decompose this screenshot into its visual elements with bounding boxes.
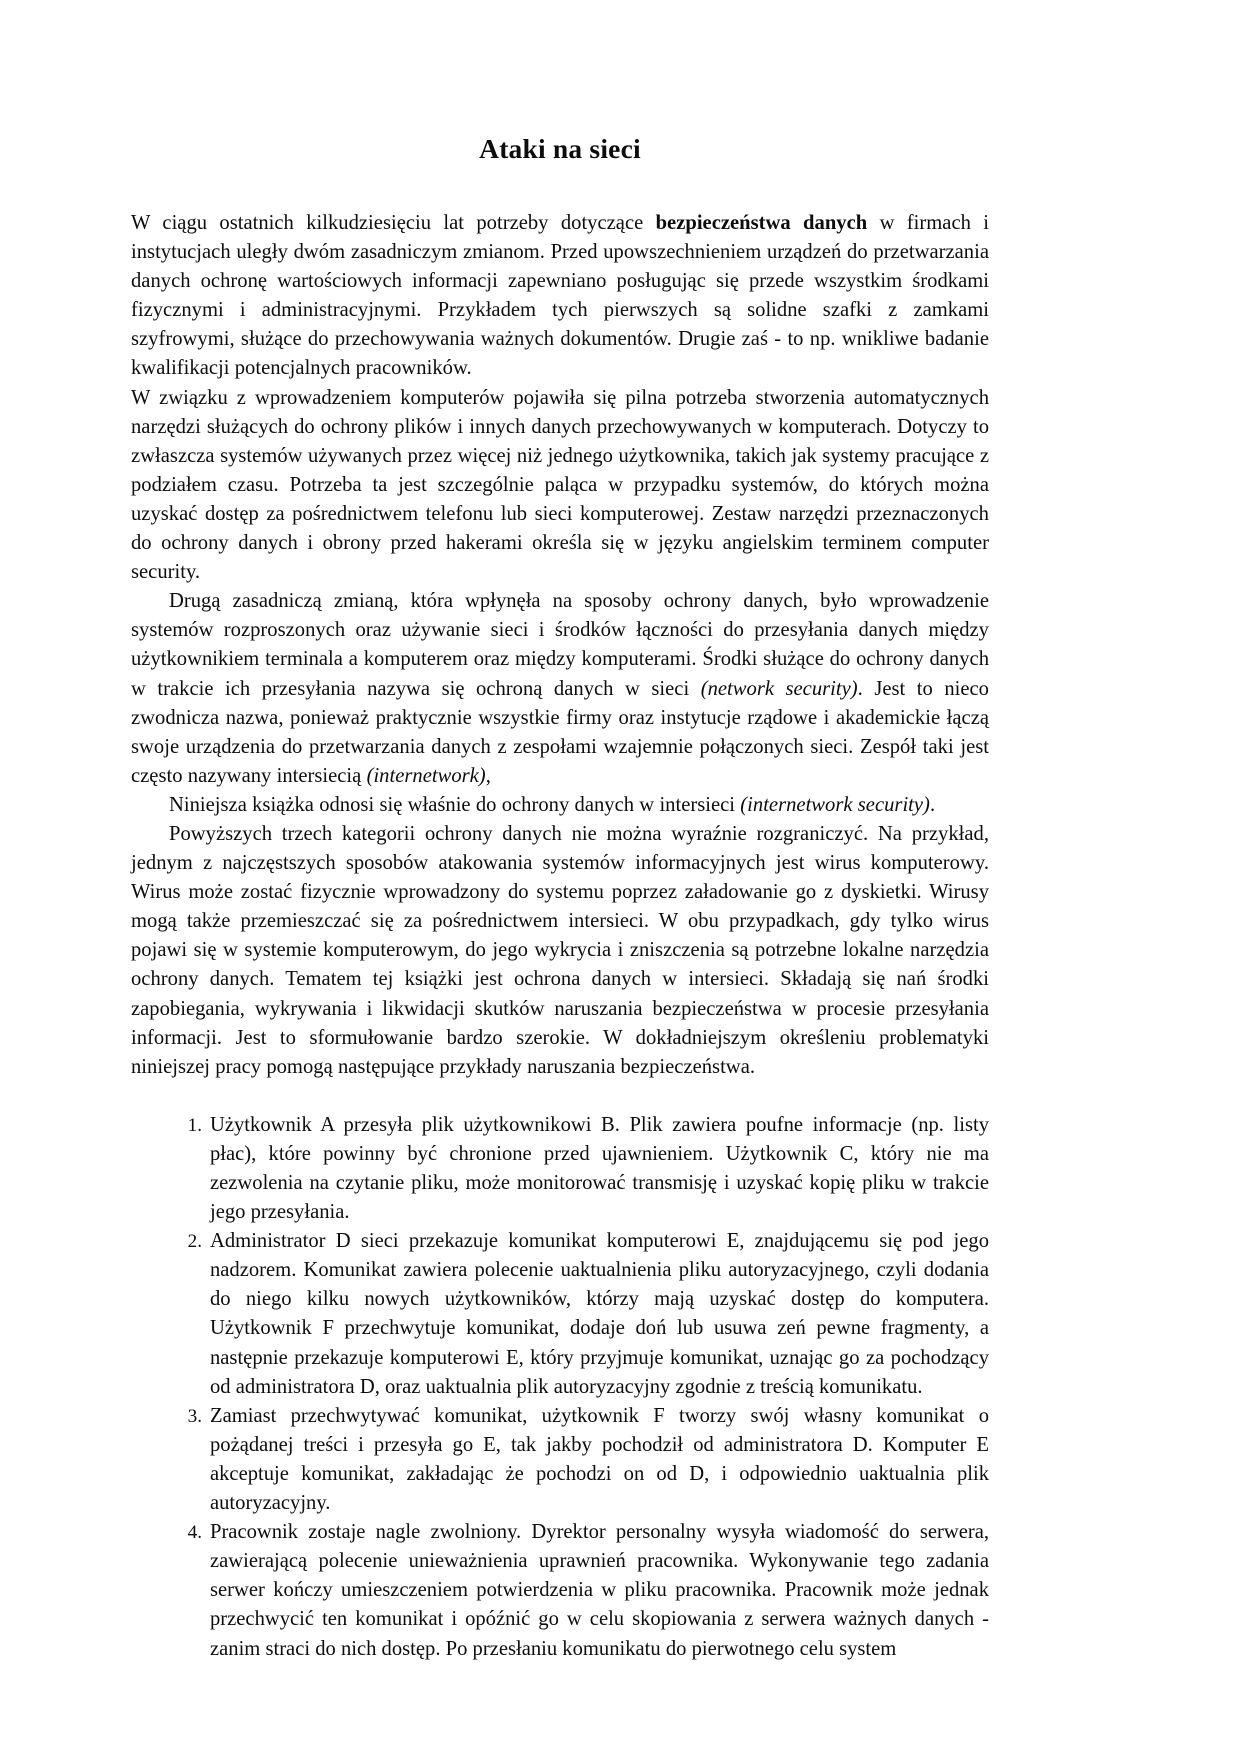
paragraph-4 bbox=[131, 791, 989, 820]
paragraph-5 bbox=[131, 820, 989, 1082]
paragraph-3 bbox=[131, 587, 989, 791]
list-item-text: Zamiast przechwytywać komunikat, użytkownik F tworzy swój własny komunikat o pożądanej treści i przesyła go E, tak jakby pochodził od administratora D. Komputer E akceptuje komunikat, zakładając że pochodzi on od D, i odpowiednio uaktualnia plik autoryzacyjny. bbox=[210, 1404, 989, 1515]
page-title: Ataki na sieci bbox=[479, 133, 641, 164]
text-run: Drugą zasadniczą zmianą, która wpłynęła na sposoby ochrony danych, było wprowadzenie systemów rozproszonych oraz używanie sieci i środków łączności do przesyłania danych między użytkownikiem terminala a komputerem oraz między komputerami. Środki służące do ochrony danych w trakcie ich przesyłania nazywa się ochroną danych w sieci bbox=[131, 590, 989, 700]
list-item-text: Użytkownik A przesyła plik użytkownikowi B. Plik zawiera poufne informacje (np. listy płac), które powinny być chronione przed ujawnieniem. Użytkownik C, który nie ma zezwolenia na czytanie pliku, może monitorować transmisję i uzyskać kopię pliku w trakcie jego przesyłania. bbox=[210, 1113, 989, 1224]
list-item bbox=[170, 1111, 989, 1227]
text-run: W ciągu ostatnich kilkudziesięciu lat potrzeby dotyczące bbox=[131, 212, 656, 234]
paragraph-1 bbox=[131, 209, 989, 384]
text-run: w firmach i instytucjach uległy dwóm zasadniczym zmianom. Przed upowszechnieniem urządzeń do przetwarzania danych ochronę wartościowych informacji zapewniano posługując się przede wszystkim środkami fizycznymi i administracyjnymi. Przykładem tych pierwszych są solidne szafki z zamkami szyfrowymi, służące do przechowywania ważnych dokumentów. Drugie zaś - to np. wnikliwe badanie kwalifikacji potencjalnych pracowników. bbox=[131, 212, 989, 380]
emphasis-italic: (internetwork security) bbox=[740, 793, 930, 816]
text-run: W związku z wprowadzeniem komputerów pojawiła się pilna potrzeba stworzenia automatycznych narzędzi służących do ochrony plików i innych danych przechowywanych w komputerach. Dotyczy to zwłaszcza systemów używanych przez więcej niż jednego użytkownika, takich jak systemy pracujące z podziałem czasu. Potrzeba ta jest szczególnie paląca w przypadku systemów, do których można uzyskać dostęp za pośrednictwem telefonu lub sieci komputerowej. Zestaw narzędzi przeznaczonych do ochrony danych i obrony przed hakerami określa się w języku angielskim terminem computer security. bbox=[131, 386, 989, 584]
body-text-block bbox=[131, 209, 989, 1664]
list-item bbox=[170, 1227, 989, 1402]
emphasis-italic: (network security) bbox=[700, 677, 858, 700]
list-item-text: Pracownik zostaje nagle zwolniony. Dyrektor personalny wysyła wiadomość do serwera, zawierającą polecenie unieważnienia uprawnień pracownika. Wykonywanie tego zadania serwer kończy umieszczeniem potwierdzenia w pliku pracownika. Pracownik może jednak przechwycić ten komunikat i opóźnić go w celu skopiowania z serwera ważnych danych - zanim straci do nich dostęp. Po przesłaniu komunikatu do pierwotnego celu system bbox=[210, 1521, 989, 1660]
list-item bbox=[170, 1518, 989, 1663]
text-run: . bbox=[929, 793, 936, 816]
text-run: Niniejsza książka odnosi się właśnie do ochrony danych w intersieci bbox=[169, 793, 741, 816]
emphasis-bold: bezpieczeństwa danych bbox=[655, 212, 868, 234]
text-run: . Jest to nieco zwodnicza nazwa, ponieważ praktycznie wszystkie firmy oraz instytucje rządowe i akademickie łączą swoje urządzenia do przetwarzania danych z zespołami wzajemnie połączonych sieci. Zespół taki jest często nazywany intersiecią bbox=[131, 677, 989, 787]
list-item-text: Administrator D sieci przekazuje komunikat komputerowi E, znajdującemu się pod jego nadzorem. Komunikat zawiera polecenie uaktualnienia pliku autoryzacyjnego, czyli dodania do niego kilku nowych użytkowników, którzy mają uzyskać dostęp do komputera. Użytkownik F przechwytuje komunikat, dodaje doń lub usuwa zeń pewne fragmenty, a następnie przekazuje komputerowi E, który przyjmuje komunikat, uznając go za pochodzący od administratora D, oraz uaktualnia plik autoryzacyjny zgodnie z treścią komunikatu. bbox=[210, 1230, 989, 1398]
emphasis-italic: (internetwork) bbox=[366, 764, 486, 787]
text-run: Powyższych trzech kategorii ochrony danych nie można wyraźnie rozgraniczyć. Na przykład, jednym z najczęstszych sposobów atakowania systemów informacyjnych jest wirus komputerowy. Wirus może zostać fizycznie wprowadzony do systemu poprzez załadowanie go z dyskietki. Wirusy mogą także przemieszczać się za pośrednictwem intersieci. W obu przypadkach, gdy tylko wirus pojawi się w systemie komputerowym, do jego wykrycia i zniszczenia są potrzebne lokalne narzędzia ochrony danych. Tematem tej książki jest ochrona danych w intersieci. Składają się nań środki zapobiegania, wykrywania i likwidacji skutków naruszania bezpieczeństwa w procesie przesyłania informacji. Jest to sformułowanie bardzo szerokie. W dokładniejszym określeniu problematyki niniejszej pracy pomogą następujące przykłady naruszania bezpieczeństwa. bbox=[131, 822, 989, 1078]
document-content bbox=[131, 0, 989, 1664]
text-run: , bbox=[485, 764, 491, 787]
security-examples-list bbox=[131, 1111, 989, 1664]
list-item bbox=[170, 1402, 989, 1518]
paragraph-2 bbox=[131, 384, 989, 588]
